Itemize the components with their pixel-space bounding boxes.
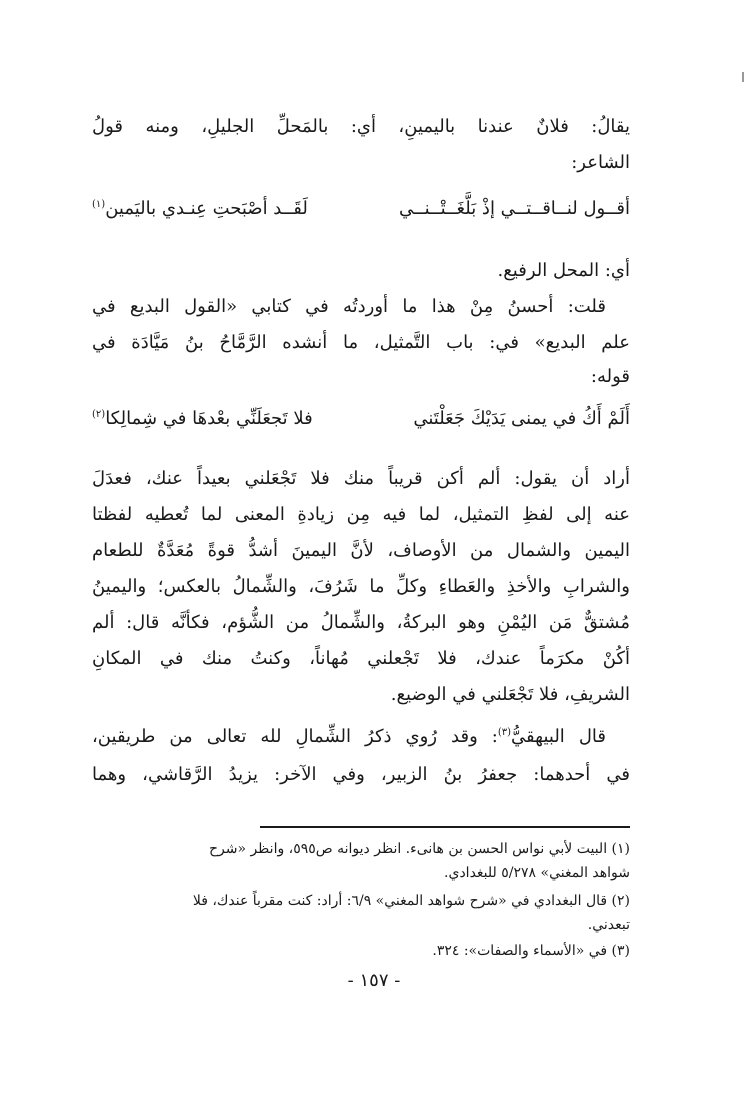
text-line: يقالُ: فلانٌ عندنا باليمينِ، أي: بالمَحلِّ الجليلِ، ومنه قولُ [92, 116, 630, 137]
text-line: قوله: [590, 366, 630, 387]
footnote-marker: (٢) [92, 409, 106, 420]
page-edge-mark [742, 72, 744, 82]
footnote-marker: (٣) [497, 727, 512, 738]
text-line: عنه إلى لفظِ التمثيل، لما فيه مِن زيادةِ المعنى لما تُعطيه لفظتا [92, 504, 630, 525]
text-run: قال البيهقيُّ [511, 726, 606, 747]
page-number: - ١٥٧ - [347, 970, 401, 991]
verse-hemistich-second [92, 194, 308, 224]
footnote-line: (٣) في «الأسماء والصفات»: ٣٢٤. [432, 943, 630, 959]
text-line: أراد أن يقول: ألم أكن قريباً منك فلا تَجْعَلني بعيداً عنك، فعدَلَ [92, 468, 630, 489]
text-run: : وقد رُوي ذكرُ الشِّمالِ لله تعالى من طريقين، [92, 726, 498, 747]
verse-hemistich-first: أَلَمْ أَكُ في يمنى يَدَيْكَ جَعَلْتَني [413, 408, 630, 429]
text-line: الشريفِ، فلا تَجْعَلني في الوضيع. [390, 684, 630, 705]
text-line: علم البديع» في: باب التَّمثيل، ما أنشده الرَّمَّاحُ بنُ مَيَّادَة في [92, 332, 630, 353]
verse-line [92, 194, 630, 224]
verse-text: فلا تَجعَلَنِّي بعْدهَا في شِمالِكا [105, 408, 313, 429]
footnote-line: (١) البيت لأبي نواس الحسن بن هانىء. انظر ديوانه ص٥٩٥، وانظر «شرح [208, 841, 630, 857]
text-line: مُشتقٌّ مَن اليُمْنِ وهو البركةُ، والشِّمالُ من الشُّؤم، فكأنَّه قال: ألم [92, 612, 630, 633]
verse-text: لَقَــد أصْبَحتِ عِنـدي باليَمين [105, 198, 308, 219]
footnote-line: تبعدني. [587, 917, 630, 933]
text-line: الشاعر: [571, 152, 630, 173]
footnote-separator [260, 826, 630, 828]
text-line [92, 724, 606, 750]
text-line: قلت: أحسنُ مِنْ هذا ما أوردتُه في كتابي «القول البديع في [92, 296, 606, 317]
footnote-line: شواهد المغني» ٥/٢٧٨ للبغدادي. [444, 865, 630, 881]
footnote-marker: (١) [92, 199, 106, 210]
text-line: أكُنْ مكرَماً عندك، فلا تَجْعلني مُهاناً، وكنتُ منك في المكانِ [92, 648, 630, 669]
verse-line [92, 404, 630, 434]
verse-hemistich-first: أقــول لنــاقــتــي إذْ بَلَّغَــتْــنــي [399, 198, 630, 219]
text-line: في أحدهما: جعفرُ بنُ الزبير، وفي الآخر: يزيدُ الرَّقاشي، وهما [92, 764, 630, 785]
text-line: اليمين والشمال من الأوصاف، لأنَّ اليمينَ أشدُّ قوةً مُعَدَّةٌ للطعام [92, 540, 630, 561]
footnote-line: (٢) قال البغدادي في «شرح شواهد المغني» ٦/٩: أراد: كنت مقرباً عندك، فلا [192, 893, 630, 909]
verse-hemistich-second [92, 404, 313, 434]
text-line: والشرابِ والأخذِ والعَطاءِ وكلِّ ما شَرُفَ، والشِّمالُ بالعكس؛ واليمينُ [92, 576, 630, 597]
text-line: أي: المحل الرفيع. [497, 260, 630, 281]
